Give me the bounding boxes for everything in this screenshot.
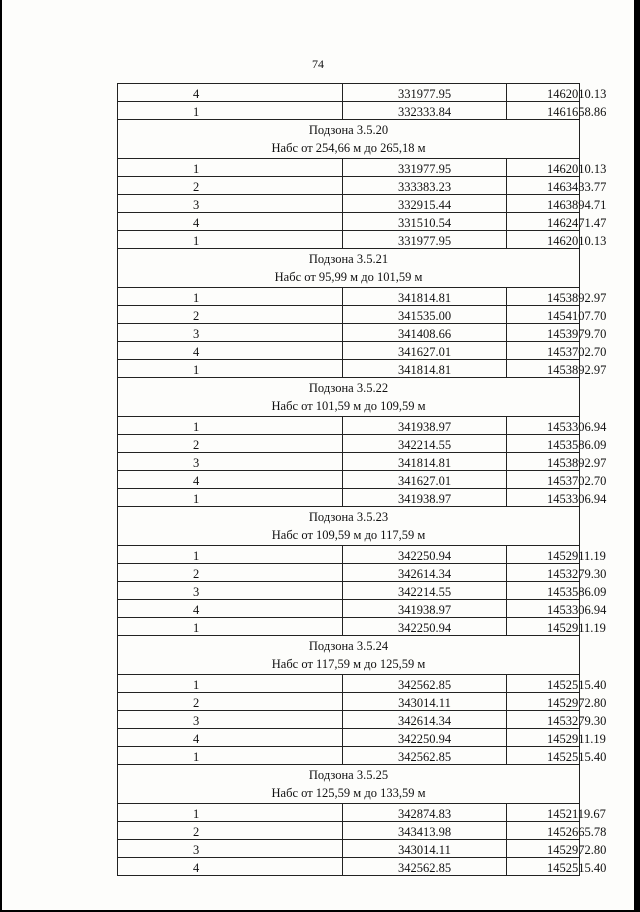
subzone-header-row: [118, 636, 580, 675]
y-coordinate-cell: 1452911.19: [507, 618, 580, 636]
table-row: [118, 600, 580, 618]
x-coordinate-cell: 341627.01: [343, 342, 507, 360]
y-coordinate-cell: 1452972.80: [507, 840, 580, 858]
table-row: [118, 693, 580, 711]
table-row: [118, 102, 580, 120]
subzone-header-row: [118, 378, 580, 417]
subzone-title: Подзона 3.5.25: [308, 768, 389, 782]
point-number-cell: 2: [118, 435, 343, 453]
table-row: [118, 582, 580, 600]
x-coordinate-cell: 341938.97: [343, 417, 507, 435]
table-row: [118, 489, 580, 507]
x-coordinate-cell: 343014.11: [343, 840, 507, 858]
subzone-header-cell: [118, 765, 580, 804]
y-coordinate-cell: 1454107.70: [507, 306, 580, 324]
x-coordinate-cell: 341535.00: [343, 306, 507, 324]
x-coordinate-cell: 341938.97: [343, 600, 507, 618]
x-coordinate-cell: 342614.34: [343, 711, 507, 729]
subzone-height-range: Набс от 254,66 м до 265,18 м: [271, 141, 426, 155]
x-coordinate-cell: 331977.95: [343, 159, 507, 177]
x-coordinate-cell: 333383.23: [343, 177, 507, 195]
x-coordinate-cell: 341408.66: [343, 324, 507, 342]
y-coordinate-cell: 1452911.19: [507, 729, 580, 747]
table-row: [118, 306, 580, 324]
table-row: [118, 231, 580, 249]
point-number-cell: 3: [118, 582, 343, 600]
subzone-height-range: Набс от 109,59 м до 117,59 м: [271, 528, 426, 542]
subzone-header-cell: [118, 249, 580, 288]
point-number-cell: 1: [118, 231, 343, 249]
point-number-cell: 2: [118, 822, 343, 840]
subzone-header-cell: [118, 120, 580, 159]
y-coordinate-cell: 1453279.30: [507, 564, 580, 582]
y-coordinate-cell: 1462010.13: [507, 84, 580, 102]
x-coordinate-cell: 341814.81: [343, 453, 507, 471]
coordinates-table: [117, 83, 607, 876]
subzone-title: Подзона 3.5.21: [308, 252, 389, 266]
x-coordinate-cell: 342562.85: [343, 675, 507, 693]
subzone-title: Подзона 3.5.23: [308, 510, 389, 524]
point-number-cell: 1: [118, 360, 343, 378]
x-coordinate-cell: 342562.85: [343, 747, 507, 765]
subzone-height-range: Набс от 117,59 м до 125,59 м: [271, 657, 426, 671]
table-row: [118, 453, 580, 471]
x-coordinate-cell: 332915.44: [343, 195, 507, 213]
point-number-cell: 1: [118, 675, 343, 693]
point-number-cell: 1: [118, 288, 343, 306]
subzone-header-row: [118, 507, 580, 546]
table-row: [118, 858, 580, 876]
point-number-cell: 3: [118, 324, 343, 342]
point-number-cell: 4: [118, 858, 343, 876]
table-row: [118, 729, 580, 747]
table-row: [118, 213, 580, 231]
y-coordinate-cell: 1463894.71: [507, 195, 580, 213]
point-number-cell: 4: [118, 471, 343, 489]
y-coordinate-cell: 1452515.40: [507, 675, 580, 693]
point-number-cell: 3: [118, 195, 343, 213]
x-coordinate-cell: 342250.94: [343, 546, 507, 564]
x-coordinate-cell: 342250.94: [343, 729, 507, 747]
x-coordinate-cell: 342250.94: [343, 618, 507, 636]
subzone-header-row: [118, 120, 580, 159]
x-coordinate-cell: 341814.81: [343, 360, 507, 378]
point-number-cell: 1: [118, 618, 343, 636]
point-number-cell: 1: [118, 417, 343, 435]
table-row: [118, 288, 580, 306]
point-number-cell: 4: [118, 342, 343, 360]
subzone-header-cell: [118, 507, 580, 546]
y-coordinate-cell: 1452911.19: [507, 546, 580, 564]
point-number-cell: 4: [118, 600, 343, 618]
y-coordinate-cell: 1453279.30: [507, 711, 580, 729]
y-coordinate-cell: 1453586.09: [507, 435, 580, 453]
y-coordinate-cell: 1453892.97: [507, 288, 580, 306]
table-row: [118, 177, 580, 195]
point-number-cell: 1: [118, 546, 343, 564]
y-coordinate-cell: 1453306.94: [507, 417, 580, 435]
point-number-cell: 3: [118, 840, 343, 858]
document-page: [2, 0, 634, 910]
point-number-cell: 2: [118, 564, 343, 582]
y-coordinate-cell: 1461658.86: [507, 102, 580, 120]
subzone-height-range: Набс от 95,99 м до 101,59 м: [274, 270, 423, 284]
subzone-header-cell: [118, 636, 580, 675]
subzone-height-range: Набс от 125,59 м до 133,59 м: [271, 786, 426, 800]
y-coordinate-cell: 1452972.80: [507, 693, 580, 711]
x-coordinate-cell: 343014.11: [343, 693, 507, 711]
x-coordinate-cell: 341814.81: [343, 288, 507, 306]
x-coordinate-cell: 342614.34: [343, 564, 507, 582]
x-coordinate-cell: 342214.55: [343, 435, 507, 453]
x-coordinate-cell: 332333.84: [343, 102, 507, 120]
y-coordinate-cell: 1453306.94: [507, 600, 580, 618]
table-row: [118, 747, 580, 765]
y-coordinate-cell: 1453586.09: [507, 582, 580, 600]
table-row: [118, 342, 580, 360]
point-number-cell: 3: [118, 453, 343, 471]
point-number-cell: 1: [118, 747, 343, 765]
y-coordinate-cell: 1453702.70: [507, 342, 580, 360]
table-row: [118, 675, 580, 693]
point-number-cell: 2: [118, 693, 343, 711]
point-number-cell: 1: [118, 804, 343, 822]
x-coordinate-cell: 341627.01: [343, 471, 507, 489]
subzone-title: Подзона 3.5.22: [308, 381, 389, 395]
point-number-cell: 1: [118, 159, 343, 177]
table-row: [118, 546, 580, 564]
point-number-cell: 1: [118, 489, 343, 507]
y-coordinate-cell: 1452515.40: [507, 858, 580, 876]
y-coordinate-cell: 1453702.70: [507, 471, 580, 489]
x-coordinate-cell: 331977.95: [343, 84, 507, 102]
table-row: [118, 840, 580, 858]
subzone-header-row: [118, 249, 580, 288]
subzone-header-cell: [118, 378, 580, 417]
y-coordinate-cell: 1462471.47: [507, 213, 580, 231]
y-coordinate-cell: 1452665.78: [507, 822, 580, 840]
table-row: [118, 195, 580, 213]
subzone-title: Подзона 3.5.20: [308, 123, 389, 137]
y-coordinate-cell: 1453306.94: [507, 489, 580, 507]
y-coordinate-cell: 1463433.77: [507, 177, 580, 195]
point-number-cell: 1: [118, 102, 343, 120]
table-row: [118, 84, 580, 102]
y-coordinate-cell: 1452515.40: [507, 747, 580, 765]
table-row: [118, 711, 580, 729]
point-number-cell: 2: [118, 177, 343, 195]
x-coordinate-cell: 341938.97: [343, 489, 507, 507]
subzone-header-row: [118, 765, 580, 804]
table-row: [118, 159, 580, 177]
x-coordinate-cell: 331510.54: [343, 213, 507, 231]
y-coordinate-cell: 1453892.97: [507, 453, 580, 471]
x-coordinate-cell: 331977.95: [343, 231, 507, 249]
x-coordinate-cell: 343413.98: [343, 822, 507, 840]
subzone-title: Подзона 3.5.24: [308, 639, 389, 653]
point-number-cell: 4: [118, 729, 343, 747]
table-row: [118, 471, 580, 489]
table-row: [118, 804, 580, 822]
table-row: [118, 564, 580, 582]
point-number-cell: 4: [118, 84, 343, 102]
subzone-height-range: Набс от 101,59 м до 109,59 м: [271, 399, 426, 413]
coordinates-table-body: [118, 84, 607, 876]
y-coordinate-cell: 1453892.97: [507, 360, 580, 378]
x-coordinate-cell: 342214.55: [343, 582, 507, 600]
point-number-cell: 3: [118, 711, 343, 729]
page-number: 74: [312, 57, 324, 71]
x-coordinate-cell: 342562.85: [343, 858, 507, 876]
point-number-cell: 2: [118, 306, 343, 324]
y-coordinate-cell: 1452119.67: [507, 804, 580, 822]
table-row: [118, 360, 580, 378]
table-row: [118, 324, 580, 342]
y-coordinate-cell: 1462010.13: [507, 231, 580, 249]
point-number-cell: 4: [118, 213, 343, 231]
table-row: [118, 822, 580, 840]
table-row: [118, 417, 580, 435]
table-row: [118, 618, 580, 636]
table-row: [118, 435, 580, 453]
y-coordinate-cell: 1462010.13: [507, 159, 580, 177]
y-coordinate-cell: 1453979.70: [507, 324, 580, 342]
x-coordinate-cell: 342874.83: [343, 804, 507, 822]
